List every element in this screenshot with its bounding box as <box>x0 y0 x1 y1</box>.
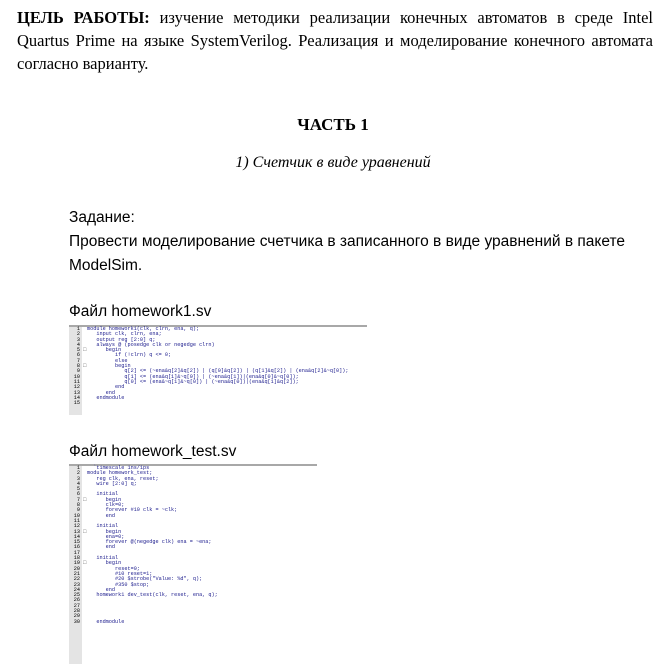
goal-paragraph <box>17 6 653 75</box>
line-number: 18 <box>73 555 80 562</box>
line-number: 6 <box>76 491 80 498</box>
code-text: #350 $stop; <box>87 581 150 588</box>
code-text: begin <box>87 560 122 567</box>
line-number: 10 <box>73 512 80 519</box>
code-text: q[1] <= (ena&q[1]&~q[0]) | (~ena&q[1])|(ena&q[0]&~q[0]); <box>87 373 299 380</box>
code-text: forever #10 clk = ~clk; <box>87 507 178 514</box>
line-number: 23 <box>73 581 80 588</box>
code-text: q[2] <= (~ena&q[2]&q[2]) | (q[0]&q[2]) | (q[1]&q[2]) | (ena&q[2]&~q[0]); <box>87 368 349 375</box>
line-number: 4 <box>76 480 80 487</box>
code-text: endmodule <box>87 394 125 401</box>
line-number: 11 <box>73 378 80 385</box>
code-text: end <box>87 384 125 391</box>
code-text: end <box>87 389 116 396</box>
code-line <box>69 620 317 625</box>
line-number: 29 <box>73 613 80 620</box>
line-number: 12 <box>73 384 80 391</box>
code-text: initial <box>87 523 119 530</box>
code-text: module homework1(clk, clrn, ena, q); <box>87 326 200 332</box>
line-number: 13 <box>73 389 80 396</box>
line-number: 3 <box>76 336 80 343</box>
fold-marker-icon <box>80 620 87 625</box>
code-text: initial <box>87 491 119 498</box>
line-number: 16 <box>73 544 80 551</box>
line-number: 8 <box>76 363 80 370</box>
line-number: 14 <box>73 533 80 540</box>
line-number: 5 <box>76 486 80 493</box>
file1-title: Файл homework1.sv <box>69 303 212 320</box>
code-text: ena=0; <box>87 533 125 540</box>
code-text: wire [2:0] q; <box>87 480 137 487</box>
file2-title: Файл homework_test.sv <box>69 443 237 460</box>
line-number: 28 <box>73 608 80 615</box>
code-text: begin <box>87 347 122 354</box>
line-number: 26 <box>73 597 80 604</box>
task-heading: Задание: <box>69 209 135 226</box>
fold-marker-icon: □ <box>80 496 87 503</box>
line-number: 25 <box>73 592 80 599</box>
part-title: ЧАСТЬ 1 <box>297 115 369 134</box>
line-number: 10 <box>73 373 80 380</box>
line-number: 2 <box>76 331 80 338</box>
code-text: if (!clrn) q <= 0; <box>87 352 172 359</box>
code-text: end <box>87 512 116 519</box>
line-number: 14 <box>73 394 80 401</box>
section-subtitle: 1) Счетчик в виде уравнений <box>235 154 431 171</box>
line-number: 2 <box>76 470 80 477</box>
fold-marker-icon: □ <box>80 528 87 535</box>
code-text: end <box>87 586 116 593</box>
line-number: 7 <box>76 496 80 503</box>
code-text: q[0] <= (ena&~q[1]&~q[0]) | (~ena&q[0])|(ena&q[1]&q[2]); <box>87 378 299 385</box>
code-text: module homework_test; <box>87 470 153 477</box>
line-number: 1 <box>76 326 80 332</box>
code-text: reset=0; <box>87 565 140 572</box>
code-text: begin <box>87 528 122 535</box>
line-number: 4 <box>76 341 80 348</box>
line-number: 9 <box>76 507 80 514</box>
goal-text: изучение методики реализации конечных автоматов в среде Intel Quartus Prime на языке SystemVerilog. Реализация и моделирование конечного автомата согласно варианту. <box>17 8 653 73</box>
code-text: forever @(negedge clk) ena = ~ena; <box>87 539 212 546</box>
line-number: 3 <box>76 475 80 482</box>
line-number: 1 <box>76 465 80 471</box>
fold-marker-icon: □ <box>80 347 87 354</box>
code-listing-homework1 <box>69 325 367 415</box>
line-number: 11 <box>73 517 80 524</box>
code-text: input clk, clrn, ena; <box>87 331 162 338</box>
task-block <box>69 206 649 278</box>
line-number: 27 <box>73 602 80 609</box>
code-line <box>69 401 367 406</box>
code-text: #10 reset=1; <box>87 570 153 577</box>
code-text: #20 $strobe("Value: %d", q); <box>87 576 203 583</box>
line-number: 7 <box>76 357 80 364</box>
line-number: 12 <box>73 523 80 530</box>
code-text: endmodule <box>87 618 125 625</box>
line-number: 13 <box>73 528 80 535</box>
goal-label: ЦЕЛЬ РАБОТЫ: <box>17 8 150 27</box>
line-number: 9 <box>76 368 80 375</box>
code-text: end <box>87 544 116 551</box>
code-text: initial <box>87 555 119 562</box>
fold-marker-icon <box>80 401 87 406</box>
code-text: else <box>87 357 128 364</box>
fold-marker-icon: □ <box>80 363 87 370</box>
task-body: Провести моделирование счетчика в записанного в виде уравнений в пакете ModelSim. <box>69 233 626 274</box>
code-text: begin <box>87 496 122 503</box>
line-number: 19 <box>73 560 80 567</box>
code-text: homework1 dev_test(clk, reset, ena, q); <box>87 592 218 599</box>
code-text: always @ (posedge clk or negedge clrn) <box>87 341 215 348</box>
code-text: reg clk, ena, reset; <box>87 475 159 482</box>
fold-marker-icon: □ <box>80 560 87 567</box>
line-number: 5 <box>76 347 80 354</box>
code-text: output reg [2:0] q; <box>87 336 156 343</box>
code-listing-homework-test <box>69 464 317 664</box>
line-number: 24 <box>73 586 80 593</box>
line-number: 20 <box>73 565 80 572</box>
line-number: 15 <box>73 400 80 407</box>
line-number: 8 <box>76 502 80 509</box>
line-number: 6 <box>76 352 80 359</box>
code-text: `timescale 1ns/1ps <box>87 465 150 471</box>
code-text: begin <box>87 363 131 370</box>
line-number: 17 <box>73 549 80 556</box>
line-number: 21 <box>73 570 80 577</box>
line-number: 22 <box>73 576 80 583</box>
code-text: clk=0; <box>87 502 125 509</box>
line-number: 15 <box>73 539 80 546</box>
line-number: 30 <box>73 618 80 625</box>
